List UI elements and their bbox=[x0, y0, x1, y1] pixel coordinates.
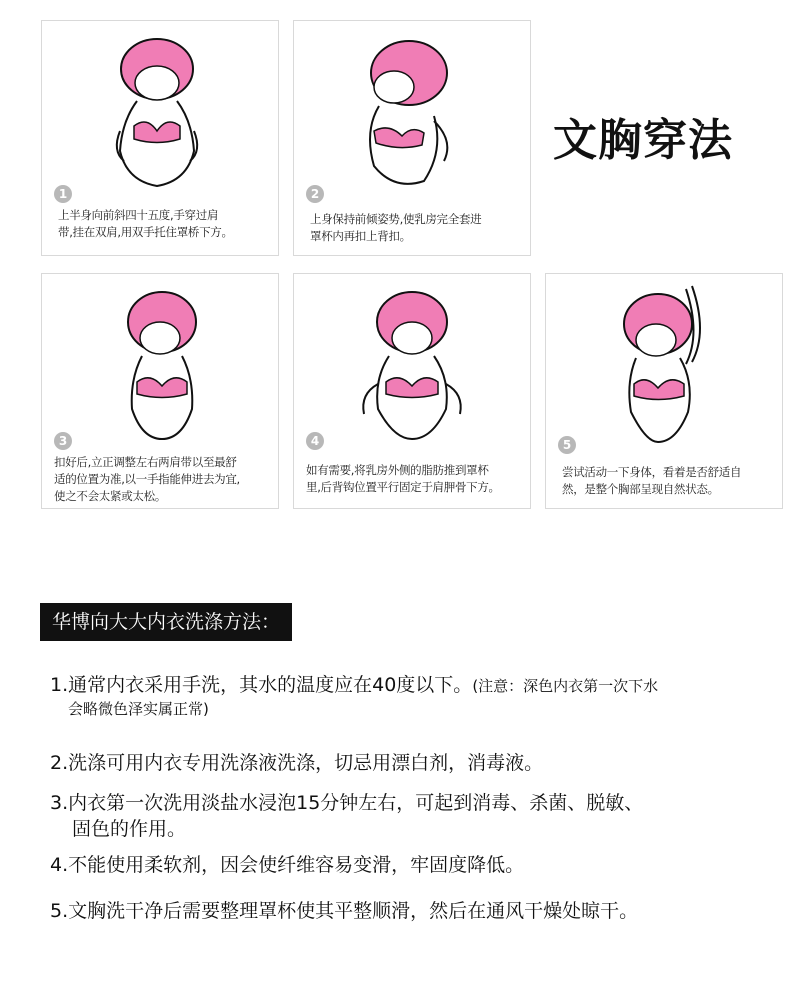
washing-item-5: 5.文胸洗干净后需要整理罩杯使其平整顺滑，然后在通风干燥处晾干。 bbox=[50, 900, 639, 922]
step-2-illustration bbox=[294, 21, 532, 201]
step-2-caption: 上身保持前倾姿势,使乳房完全套进 罩杯内再扣上背扣。 bbox=[310, 212, 482, 243]
washing-item-1: 1.通常内衣采用手洗，其水的温度应在40度以下。(注意：深色内衣第一次下水 会略微色泽实属正常) bbox=[50, 674, 659, 718]
washing-heading: 华博向大大内衣洗涤方法： bbox=[40, 603, 292, 641]
step-4-illustration bbox=[294, 274, 532, 454]
step-5-illustration bbox=[546, 274, 784, 454]
step-1-number: 1 bbox=[54, 185, 72, 203]
step-2-number: 2 bbox=[306, 185, 324, 203]
step-5-number: 5 bbox=[558, 436, 576, 454]
step-card-3 bbox=[41, 273, 279, 509]
step-3-number: 3 bbox=[54, 432, 72, 450]
step-3-caption: 扣好后,立正调整左右两肩带以至最舒 适的位置为准,以一手指能伸进去为宜, 使之不会太紧或太松。 bbox=[54, 455, 240, 503]
step-4-number: 4 bbox=[306, 432, 324, 450]
step-card-4 bbox=[293, 273, 531, 509]
washing-item-3: 3.内衣第一次洗用淡盐水浸泡15分钟左右，可起到消毒、杀菌、脱敏、 固色的作用。 bbox=[50, 792, 644, 840]
step-5-caption: 尝试活动一下身体，看着是否舒适自 然，是整个胸部呈现自然状态。 bbox=[562, 465, 742, 496]
washing-item-2: 2.洗涤可用内衣专用洗涤液洗涤，切忌用漂白剂，消毒液。 bbox=[50, 752, 544, 774]
step-card-1 bbox=[41, 20, 279, 256]
step-1-caption: 上半身向前斜四十五度,手穿过肩 带,挂在双肩,用双手托住罩桥下方。 bbox=[58, 208, 233, 239]
step-3-illustration bbox=[42, 274, 280, 454]
step-card-2 bbox=[293, 20, 531, 256]
washing-item-4: 4.不能使用柔软剂，因会使纤维容易变滑，牢固度降低。 bbox=[50, 854, 525, 876]
page-title: 文胸穿法 bbox=[553, 115, 733, 166]
step-4-caption: 如有需要,将乳房外侧的脂肪推到罩杯 里,后背钩位置平行固定于肩胛骨下方。 bbox=[306, 463, 500, 494]
step-1-illustration bbox=[42, 21, 280, 201]
step-card-5 bbox=[545, 273, 783, 509]
